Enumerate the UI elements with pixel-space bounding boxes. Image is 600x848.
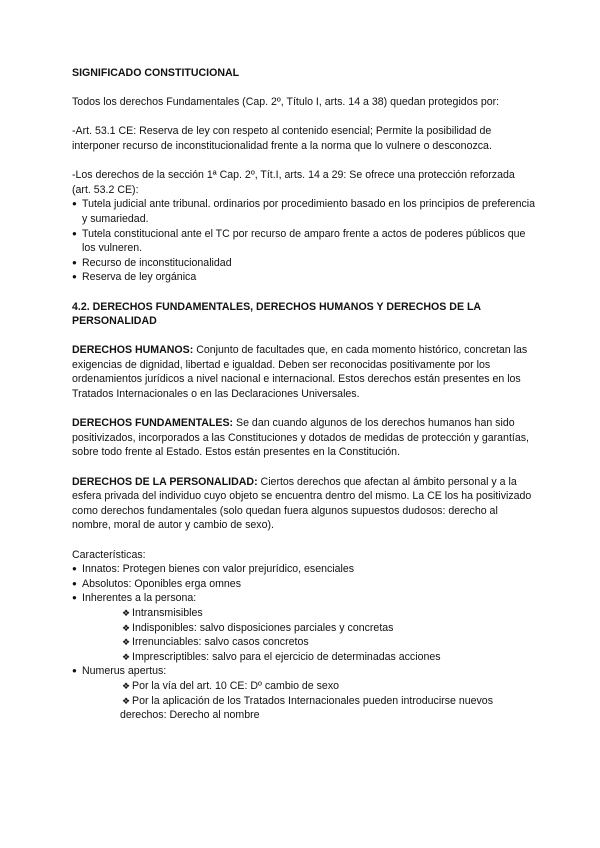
list-item: ● Absolutos: Oponibles erga omnes: [72, 577, 536, 592]
sublist-item: ❖ Por la vía del art. 10 CE: Dº cambio de sexo: [122, 679, 536, 694]
derechos-humanos-text: Conjunto de facultades que, en cada momento histórico, concretan las exigencias de dignidad, libertad e igualdad. Deben ser reconocidas positivamente por los ordenamientos jurídicos a nivel nacional e internacional. Estos derechos están presentes en los Tratados Internacionales o en las Declaraciones Universales.: [72, 344, 528, 401]
inherentes-sublist: [82, 606, 536, 664]
list-item: [72, 591, 536, 664]
derechos-personalidad-paragraph: [72, 475, 536, 533]
list-item: ● Tutela judicial ante tribunal. ordinarios por procedimiento basado en los principios de preferencia y sumariedad.: [72, 197, 536, 226]
derechos-personalidad-label: DERECHOS DE LA PERSONALIDAD:: [72, 475, 258, 488]
inherentes-label: Inherentes a la persona:: [82, 592, 197, 605]
section-title-significado: SIGNIFICADO CONSTITUCIONAL: [72, 67, 240, 79]
list-item: ● Innatos: Protegen bienes con valor prejurídico, esenciales: [72, 562, 536, 577]
caracteristicas-heading: Características:: [72, 548, 146, 561]
derechos-fundamentales-label: DERECHOS FUNDAMENTALES:: [72, 417, 234, 430]
art53-paragraph: -Art. 53.1 CE: Reserva de ley con respeto al contenido esencial; Permite la posibilidad de interponer recurso de inconstitucionalidad frente a la norma que lo vulnere o desconozca.: [72, 125, 492, 152]
sublist-item: ❖ Imprescriptibles: salvo para el ejercicio de determinadas acciones: [122, 650, 536, 665]
sublist-item: ❖ Por la aplicación de los Tratados Internacionales pueden introducirse nuevos: [122, 694, 536, 709]
derechos-personalidad-text: Ciertos derechos que afectan al ámbito personal y a la esfera privada del individuo cuyo objeto se encuentra dentro del mismo. La CE los ha positivizado como derechos fundamentales (solo quedan fuera algunos supuestos dudosos: derecho al nombre, moral de autor y cambio de sexo).: [72, 475, 532, 532]
derechos-humanos-paragraph: [72, 343, 536, 401]
list-item: ● Reserva de ley orgánica: [72, 270, 536, 285]
numerus-sublist-continuation: derechos: Derecho al nombre: [120, 709, 260, 722]
list-item: [72, 664, 536, 722]
derechos-fundamentales-text: Se dan cuando algunos de los derechos humanos han sido positivizados, incorporados a las Constituciones y dotados de medidas de protección y garantías, sobre todo frente al Estado. Estos están presentes en la Constitución.: [72, 417, 529, 459]
sublist-item: ❖ Intransmisibles: [122, 606, 536, 621]
document-content: [72, 66, 536, 723]
caracteristicas-list: [72, 562, 536, 723]
derechos-fundamentales-paragraph: [72, 416, 536, 460]
sublist-item: ❖ Indisponibles: salvo disposiciones parciales y concretas: [122, 621, 536, 636]
list-item: ● Recurso de inconstitucionalidad: [72, 256, 536, 271]
numerus-label: Numerus apertus:: [82, 665, 167, 678]
protection-list: [72, 197, 536, 285]
numerus-sublist: [82, 679, 536, 708]
sublist-item: ❖ Irrenunciables: salvo casos concretos: [122, 635, 536, 650]
intro-paragraph: Todos los derechos Fundamentales (Cap. 2º, Título I, arts. 14 a 38) quedan protegidos por:: [72, 96, 500, 109]
list-item: ● Tutela constitucional ante el TC por recurso de amparo frente a actos de poderes públicos que los vulneren.: [72, 227, 536, 256]
section-title-4-2: 4.2. DERECHOS FUNDAMENTALES, DERECHOS HUMANOS Y DERECHOS DE LA PERSONALIDAD: [72, 300, 481, 328]
derechos-humanos-label: DERECHOS HUMANOS:: [72, 344, 194, 357]
seccion1-paragraph: -Los derechos de la sección 1ª Cap. 2º, Tít.I, arts. 14 a 29: Se ofrece una protección reforzada (art. 53.2 CE):: [72, 169, 515, 196]
